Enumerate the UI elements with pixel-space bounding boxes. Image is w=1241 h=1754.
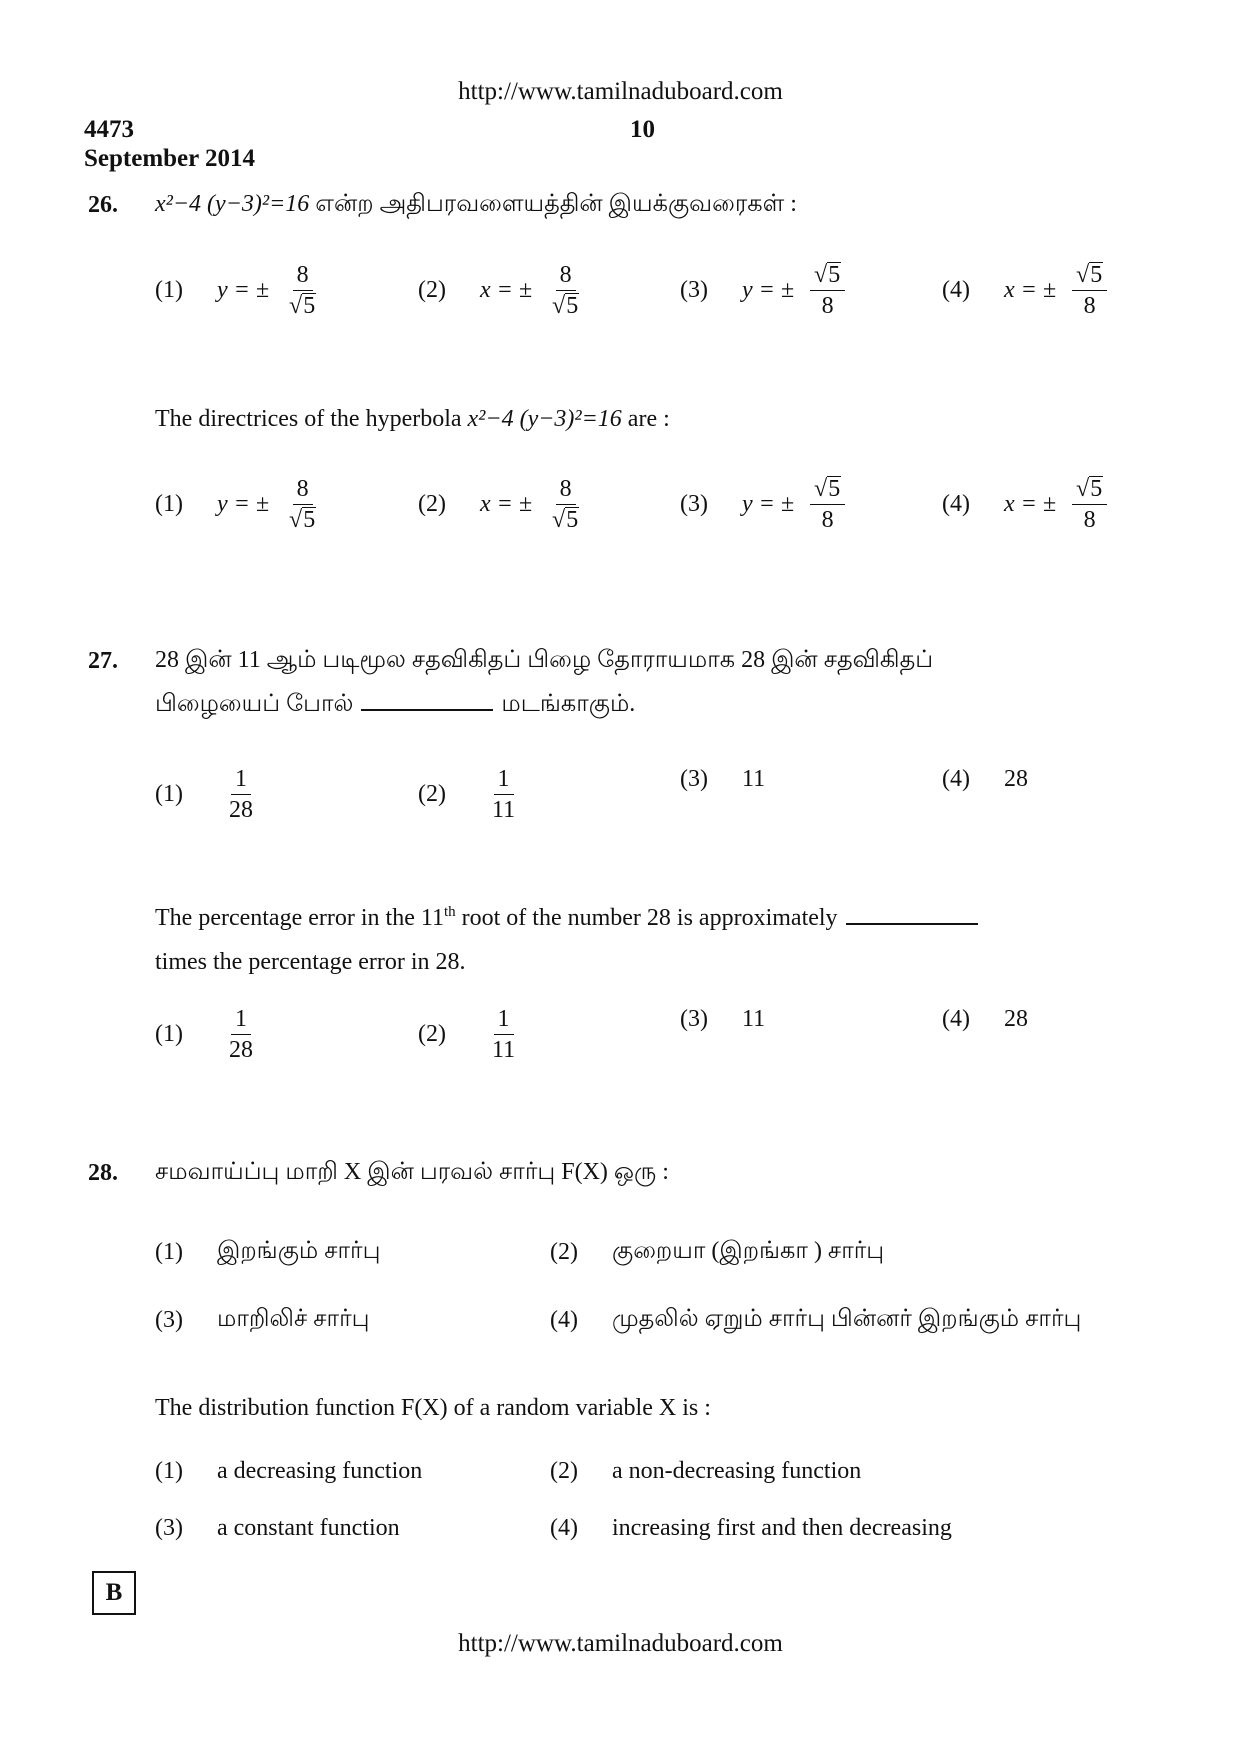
sqrt [289,293,316,319]
sqrt [814,476,841,502]
denominator [548,291,583,319]
fraction [810,262,845,320]
denominator [285,291,320,319]
sqrt [552,293,579,319]
option [418,476,583,534]
option [550,1306,1081,1335]
option-text: மாறிலிச் சார்பு [217,1306,370,1332]
radicand: 5 [303,293,316,320]
answer-blank [846,923,978,925]
question-text-english [155,397,670,441]
numerator: 8 [556,476,576,505]
question-text-tamil [155,638,933,726]
option-number: (2) [418,277,446,304]
tamil-line-2a: பிழையைப் போல் [155,691,354,717]
option-text: a constant function [217,1515,400,1541]
fraction [225,1006,257,1064]
superscript: th [443,904,456,920]
english-line-1 [155,890,986,940]
radical-sign: √ [289,507,303,534]
radicand: 5 [566,293,579,320]
option-number: (1) [155,277,183,304]
radical-sign: √ [814,476,828,502]
tamil-line-2 [155,682,933,726]
option [680,476,845,534]
radical-sign: √ [552,293,566,320]
numerator: 8 [293,476,313,505]
option-number: (3) [680,277,708,304]
tamil-line-2b: மடங்காகும். [501,691,636,717]
option [155,1515,400,1542]
paper-code: 4473 [84,116,134,143]
denominator: 8 [1083,293,1096,320]
denominator: 28 [229,797,253,824]
option-text: a decreasing function [217,1458,423,1484]
option-text: இறங்கும் சார்பு [217,1238,381,1264]
numerator: 1 [494,1006,514,1035]
version-box: B [92,1571,136,1615]
option [942,1006,1028,1033]
option-number: (1) [155,491,183,518]
denominator: 28 [229,1037,253,1064]
question-number: 26. [88,192,118,218]
option [418,766,519,824]
option-lhs: x = ± [480,277,533,304]
denominator [548,505,583,533]
fraction [1072,262,1107,320]
radical-sign: √ [814,262,828,288]
option-number: (2) [418,491,446,518]
option-number: (2) [550,1239,578,1265]
english-line-1a: The percentage error in the 11 [155,905,444,931]
option [942,476,1107,534]
option-value: 28 [1004,766,1028,792]
radicand: 5 [566,507,579,534]
radicand: 5 [828,476,841,502]
option-number: (1) [155,1458,183,1484]
fraction [488,1006,519,1064]
question-text-tamil [155,182,797,226]
option [155,476,320,534]
denominator: 11 [492,797,516,824]
option-lhs: y = ± [742,277,795,304]
exam-session: September 2014 [84,145,256,172]
radicand: 5 [1090,476,1103,502]
question-number: 28. [88,1160,118,1186]
option-number: (4) [942,491,970,518]
option-number: (1) [155,1021,183,1048]
tamil-line-1: 28 இன் 11 ஆம் படிமூல சதவிகிதப் பிழை தோராயமாக 28 இன் சதவிகிதப் [155,647,934,673]
option-number: (1) [155,1239,183,1265]
option [155,1306,369,1335]
sqrt [552,507,579,533]
english-line-2: times the percentage error in 28. [155,949,466,975]
page-number: 10 [630,116,655,143]
option-number: (2) [418,781,446,808]
numerator: 8 [556,262,576,291]
option [680,1006,765,1033]
option [942,262,1107,320]
fraction [225,766,257,824]
tamil-text: என்ற அதிபரவளையத்தின் இயக்குவரைகள் : [315,191,797,217]
denominator: 8 [1083,507,1096,534]
option-text: முதலில் ஏறும் சார்பு பின்னர் இறங்கும் சார்பு [612,1306,1082,1332]
option [418,1006,519,1064]
option-number: (4) [942,277,970,304]
english-text-after: are : [627,406,670,432]
numerator: 1 [231,1006,251,1035]
option [680,766,765,793]
numerator [1072,262,1107,291]
denominator: 11 [492,1037,516,1064]
option-number: (4) [942,766,970,792]
numerator: 1 [494,766,514,795]
radicand: 5 [303,507,316,534]
option-number: (3) [155,1307,183,1333]
option-number: (2) [550,1458,578,1484]
fraction [285,262,320,320]
option-number: (3) [155,1515,183,1541]
option-number: (4) [550,1515,578,1541]
option-number: (3) [680,1006,708,1032]
radicand: 5 [828,262,841,288]
option-number: (3) [680,766,708,792]
option [550,1238,884,1267]
option-value: 11 [742,766,766,792]
option-value: 28 [1004,1006,1028,1032]
radicand: 5 [1090,262,1103,288]
english-line-1b: root of the number 28 is approximately [461,905,838,931]
option-number: (4) [942,1006,970,1032]
sqrt [289,507,316,533]
radical-sign: √ [1076,262,1090,288]
radical-sign: √ [552,507,566,534]
equation: x²−4 (y−3)²=16 [467,406,622,432]
option-number: (2) [418,1021,446,1048]
option-text: குறையா (இறங்கா ) சார்பு [612,1238,885,1264]
sqrt [1076,262,1103,288]
option [155,1006,257,1064]
numerator [1072,476,1107,505]
question-text-english: The distribution function F(X) of a random variable X is : [155,1395,711,1421]
sqrt [814,262,841,288]
numerator [810,476,845,505]
denominator: 8 [821,507,834,534]
option-text: a non-decreasing function [612,1458,862,1484]
fraction [810,476,845,534]
option-number: (3) [680,491,708,518]
question-number: 27. [88,648,118,674]
footer-url: http://www.tamilnaduboard.com [458,1630,783,1657]
option-text: increasing first and then decreasing [612,1515,952,1541]
option-lhs: y = ± [217,277,270,304]
option-lhs: y = ± [742,491,795,518]
option [680,262,845,320]
option-number: (4) [550,1307,578,1333]
header-url: http://www.tamilnaduboard.com [458,78,783,105]
option-number: (1) [155,781,183,808]
option-lhs: x = ± [1004,277,1057,304]
option [418,262,583,320]
option [155,1458,422,1485]
fraction [1072,476,1107,534]
radical-sign: √ [1076,476,1090,502]
option [942,766,1028,793]
fraction [488,766,519,824]
option-lhs: y = ± [217,491,270,518]
question-text-tamil: சமவாய்ப்பு மாறி X இன் பரவல் சார்பு F(X) ஒரு : [155,1159,669,1185]
option [550,1515,952,1542]
fraction [548,476,583,534]
fraction [548,262,583,320]
option [155,1238,380,1267]
equation: x²−4 (y−3)²=16 [155,191,310,217]
denominator: 8 [821,293,834,320]
english-text-before: The directrices of the hyperbola [155,406,462,432]
option-lhs: x = ± [480,491,533,518]
option [550,1458,861,1485]
answer-blank [361,709,493,711]
numerator: 8 [293,262,313,291]
fraction [285,476,320,534]
option [155,262,320,320]
option-lhs: x = ± [1004,491,1057,518]
numerator: 1 [231,766,251,795]
radical-sign: √ [289,293,303,320]
numerator [810,262,845,291]
option-value: 11 [742,1006,766,1032]
sqrt [1076,476,1103,502]
denominator [285,505,320,533]
question-text-english [155,890,986,984]
option [155,766,257,824]
